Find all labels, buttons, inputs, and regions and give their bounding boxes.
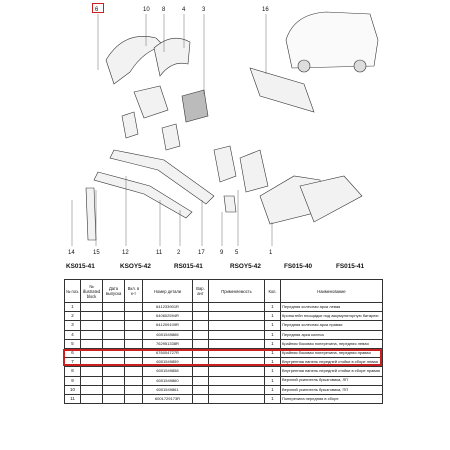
block-cell bbox=[81, 394, 103, 403]
qty-cell: 1 bbox=[265, 367, 281, 376]
block-cell bbox=[81, 367, 103, 376]
qty-cell: 1 bbox=[265, 321, 281, 330]
part-number-cell: 6001729173R bbox=[143, 394, 193, 403]
table-row bbox=[65, 376, 383, 385]
applicability-cell bbox=[209, 303, 265, 312]
part-number-cell: 6001549859 bbox=[143, 358, 193, 367]
callout-label: 4 bbox=[182, 7, 186, 13]
name-cell: Кронштейн площадки под аккумуляторную батарею bbox=[281, 312, 383, 321]
small-bracket bbox=[224, 196, 236, 212]
apron-part bbox=[134, 86, 168, 118]
block-cell bbox=[81, 376, 103, 385]
parts-exploded-diagram bbox=[64, 0, 382, 258]
highlighted-row-frame bbox=[63, 349, 382, 366]
header-part-number: Номер детали bbox=[143, 280, 193, 303]
table-row bbox=[65, 385, 383, 394]
block-cell bbox=[81, 339, 103, 348]
kit-cell bbox=[125, 330, 143, 339]
qty-cell: 1 bbox=[265, 394, 281, 403]
qty-cell: 1 bbox=[265, 303, 281, 312]
date-cell bbox=[103, 385, 125, 394]
kit-cell bbox=[125, 312, 143, 321]
kit-cell bbox=[125, 367, 143, 376]
date-cell bbox=[103, 339, 125, 348]
kit-cell bbox=[125, 303, 143, 312]
qty-cell: 1 bbox=[265, 348, 281, 357]
wheel-arch-part bbox=[154, 38, 190, 76]
callout-label: 5 bbox=[235, 250, 239, 256]
applicability-cell bbox=[209, 321, 265, 330]
date-cell bbox=[103, 376, 125, 385]
callout-label: 10 bbox=[143, 7, 150, 13]
header-kit: Вкл. в к-т bbox=[125, 280, 143, 303]
highlight-callout-box bbox=[92, 3, 104, 13]
qty-cell: 1 bbox=[265, 358, 281, 367]
pos-cell: 7 bbox=[65, 358, 81, 367]
bracket-part bbox=[122, 112, 138, 138]
variant-cell bbox=[193, 394, 209, 403]
header-variant: Вар. ант bbox=[193, 280, 209, 303]
date-cell bbox=[103, 321, 125, 330]
variant-cell bbox=[193, 339, 209, 348]
callout-label: 3 bbox=[202, 7, 206, 13]
date-cell bbox=[103, 330, 125, 339]
date-cell bbox=[103, 394, 125, 403]
callout-label: 14 bbox=[68, 250, 75, 256]
variant-cell bbox=[193, 303, 209, 312]
name-cell: Передняя арка колеса bbox=[281, 330, 383, 339]
post-part bbox=[86, 188, 96, 240]
date-cell bbox=[103, 312, 125, 321]
applicability-cell bbox=[209, 394, 265, 403]
callout-label: 1 bbox=[269, 250, 273, 256]
section-code: KS015-41 bbox=[66, 263, 95, 270]
qty-cell: 1 bbox=[265, 385, 281, 394]
pos-cell: 1 bbox=[65, 303, 81, 312]
name-cell: Передняя колесная арка левая bbox=[281, 303, 383, 312]
name-cell: Передняя колесная арка правая bbox=[281, 321, 383, 330]
block-cell bbox=[81, 321, 103, 330]
applicability-cell bbox=[209, 312, 265, 321]
strut-tower-part bbox=[182, 90, 208, 122]
table-row bbox=[65, 321, 383, 330]
variant-cell bbox=[193, 376, 209, 385]
pos-cell: 10 bbox=[65, 385, 81, 394]
callout-label: 8 bbox=[162, 7, 166, 13]
kit-cell bbox=[125, 385, 143, 394]
variant-cell bbox=[193, 367, 209, 376]
table-row bbox=[65, 339, 383, 348]
callout-label: 12 bbox=[122, 250, 129, 256]
parts-table bbox=[64, 279, 383, 404]
table-row bbox=[65, 394, 383, 403]
qty-cell: 1 bbox=[265, 312, 281, 321]
table-row bbox=[65, 303, 383, 312]
callout-label: 15 bbox=[93, 250, 100, 256]
header-date: Дата выпуска bbox=[103, 280, 125, 303]
section-code: FS015-40 bbox=[284, 263, 313, 270]
applicability-cell bbox=[209, 330, 265, 339]
callout-label: 17 bbox=[198, 250, 205, 256]
section-code: KSOY5-42 bbox=[120, 263, 151, 270]
section-code: FS015-41 bbox=[336, 263, 365, 270]
name-cell: Крайняя боковая поперечина, передняя левая bbox=[281, 339, 383, 348]
block-cell bbox=[81, 330, 103, 339]
name-cell: Внутренняя панель передней стойки в сборе правая bbox=[281, 367, 383, 376]
header-pos: № поз. bbox=[65, 280, 81, 303]
block-cell bbox=[81, 385, 103, 394]
table-row bbox=[65, 330, 383, 339]
callout-label: 9 bbox=[220, 250, 224, 256]
section-code: RS015-41 bbox=[174, 263, 203, 270]
pos-cell: 4 bbox=[65, 330, 81, 339]
name-cell: Крайняя боковая поперечина, передняя правая bbox=[281, 348, 383, 357]
section-code: RSOY5-42 bbox=[230, 263, 261, 270]
name-cell: Внутренняя панель передней стойки в сборе левая bbox=[281, 358, 383, 367]
part-number-cell: 641209109R bbox=[143, 321, 193, 330]
kit-cell bbox=[125, 339, 143, 348]
part-number-cell: 6001549866 bbox=[143, 330, 193, 339]
part-number-cell: 6001549858 bbox=[143, 367, 193, 376]
name-cell: Поперечина передняя в сборе bbox=[281, 394, 383, 403]
pos-cell: 11 bbox=[65, 394, 81, 403]
variant-cell bbox=[193, 312, 209, 321]
name-cell: Верхний усилитель брызговика, ПП bbox=[281, 385, 383, 394]
block-cell bbox=[81, 303, 103, 312]
part-number-cell: 6001549860 bbox=[143, 376, 193, 385]
pillar-panel bbox=[214, 146, 236, 182]
part-number-cell: 640602594R bbox=[143, 312, 193, 321]
applicability-cell bbox=[209, 385, 265, 394]
pos-cell: 9 bbox=[65, 376, 81, 385]
variant-cell bbox=[193, 321, 209, 330]
wheel-arch-part bbox=[106, 36, 164, 84]
header-block: № illustrated block bbox=[81, 280, 103, 303]
table-header-row bbox=[65, 280, 383, 303]
part-number-cell: 6001549861 bbox=[143, 385, 193, 394]
variant-cell bbox=[193, 330, 209, 339]
block-cell bbox=[81, 312, 103, 321]
variant-cell bbox=[193, 385, 209, 394]
vehicle-silhouette bbox=[286, 12, 378, 68]
callout-label: 6 bbox=[95, 7, 99, 13]
table-row bbox=[65, 367, 383, 376]
date-cell bbox=[103, 367, 125, 376]
callout-label: 16 bbox=[262, 7, 269, 13]
header-name: Наименование bbox=[281, 280, 383, 303]
table-row bbox=[65, 312, 383, 321]
applicability-cell bbox=[209, 339, 265, 348]
pos-cell: 2 bbox=[65, 312, 81, 321]
kit-cell bbox=[125, 394, 143, 403]
qty-cell: 1 bbox=[265, 376, 281, 385]
part-number-cell: 762951338R bbox=[143, 339, 193, 348]
qty-cell: 1 bbox=[265, 339, 281, 348]
callout-label: 11 bbox=[156, 250, 163, 256]
part-number-cell: 641233901R bbox=[143, 303, 193, 312]
qty-cell: 1 bbox=[265, 330, 281, 339]
kit-cell bbox=[125, 321, 143, 330]
header-applicability: Применяемость bbox=[209, 280, 265, 303]
kit-cell bbox=[125, 376, 143, 385]
applicability-cell bbox=[209, 376, 265, 385]
pos-cell: 8 bbox=[65, 367, 81, 376]
applicability-cell bbox=[209, 367, 265, 376]
pos-cell: 6 bbox=[65, 348, 81, 357]
pos-cell: 3 bbox=[65, 321, 81, 330]
header-qty: Кол. bbox=[265, 280, 281, 303]
section-codes bbox=[64, 263, 382, 277]
part-number-cell: 676004727R bbox=[143, 348, 193, 357]
name-cell: Верхний усилитель брызговика, ЛП bbox=[281, 376, 383, 385]
pillar-panel bbox=[240, 150, 268, 192]
callout-label: 2 bbox=[177, 250, 181, 256]
upper-cross-bar bbox=[250, 68, 314, 112]
date-cell bbox=[103, 303, 125, 312]
bracket-part bbox=[162, 124, 180, 150]
pos-cell: 5 bbox=[65, 339, 81, 348]
